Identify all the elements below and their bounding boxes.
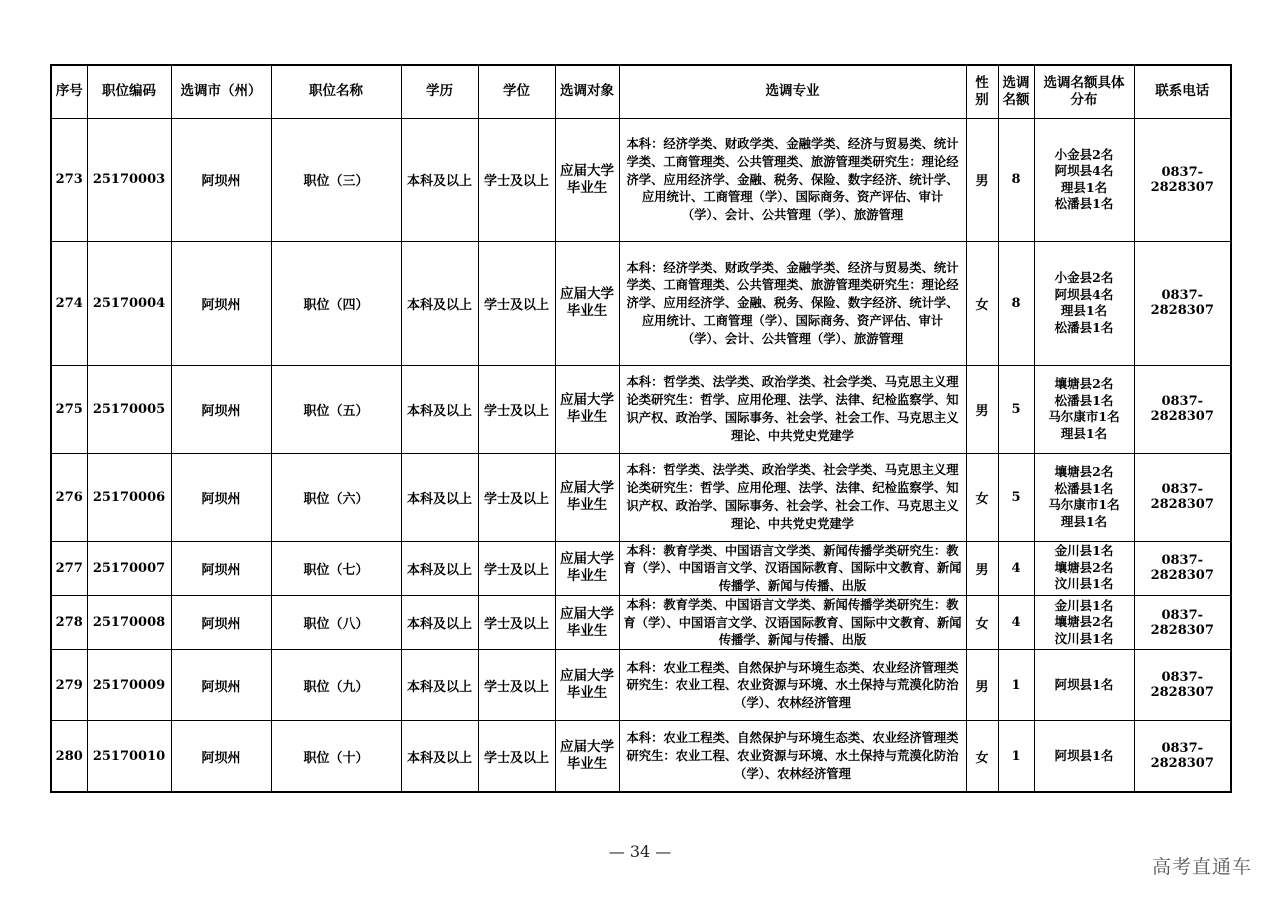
cell-phone: 0837-2828307: [1134, 241, 1231, 365]
cell-code: 25170004: [87, 241, 171, 365]
cell-code: 25170005: [87, 365, 171, 453]
cell-major: 本科：农业工程类、自然保护与环境生态类、农业经济管理类研究生：农业工程、农业资源与环境、水土保持与荒漠化防治（学）、农林经济管理: [619, 650, 966, 721]
table-row: [51, 595, 1231, 649]
distribution-item: 阿坝县1名: [1054, 747, 1114, 763]
cell-phone: 0837-2828307: [1134, 650, 1231, 721]
cell-phone: 0837-2828307: [1134, 595, 1231, 649]
cell-title: 职位（四）: [271, 241, 401, 365]
cell-quota: 1: [998, 721, 1034, 792]
cell-distribution: [1034, 118, 1134, 241]
header-target: 选调对象: [555, 65, 619, 118]
table-row: [51, 453, 1231, 541]
cell-phone: 0837-2828307: [1134, 541, 1231, 595]
distribution-item: 松潘县1名: [1054, 480, 1114, 496]
cell-major: 本科：经济学类、财政学类、金融学类、经济与贸易类、统计学类、工商管理类、公共管理类、旅游管理类研究生：理论经济学、应用经济学、金融、税务、保险、数字经济、统计学、应用统计、工商管理（学）、国际商务、资产评估、审计（学）、会计、公共管理（学）、旅游管理: [619, 241, 966, 365]
cell-target: 应届大学毕业生: [555, 241, 619, 365]
cell-phone: 0837-2828307: [1134, 721, 1231, 792]
cell-major: 本科：农业工程类、自然保护与环境生态类、农业经济管理类研究生：农业工程、农业资源与环境、水土保持与荒漠化防治（学）、农林经济管理: [619, 721, 966, 792]
cell-gender: 女: [966, 721, 998, 792]
distribution-item: 小金县2名: [1054, 146, 1114, 162]
cell-phone: 0837-2828307: [1134, 365, 1231, 453]
cell-gender: 女: [966, 595, 998, 649]
table-row: [51, 365, 1231, 453]
cell-quota: 4: [998, 595, 1034, 649]
distribution-item: 马尔康市1名: [1048, 497, 1120, 512]
distribution-item: 金川县1名: [1054, 543, 1114, 559]
cell-distribution: [1034, 650, 1134, 721]
cell-title: 职位（八）: [271, 595, 401, 649]
cell-major: 本科：教育学类、中国语言文学类、新闻传播学类研究生：教育（学）、中国语言文学、汉语国际教育、国际中文教育、新闻传播学、新闻与传播、出版: [619, 541, 966, 595]
cell-edu: 本科及以上: [401, 118, 478, 241]
cell-phone: 0837-2828307: [1134, 453, 1231, 541]
cell-title: 职位（十）: [271, 721, 401, 792]
cell-degree: 学士及以上: [478, 365, 555, 453]
distribution-item: 汶川县1名: [1054, 630, 1114, 646]
cell-code: 25170010: [87, 721, 171, 792]
cell-code: 25170008: [87, 595, 171, 649]
cell-distribution: [1034, 541, 1134, 595]
distribution-item: 壤塘县2名: [1054, 614, 1114, 630]
cell-city: 阿坝州: [171, 241, 271, 365]
cell-target: 应届大学毕业生: [555, 365, 619, 453]
cell-title: 职位（七）: [271, 541, 401, 595]
header-title: 职位名称: [271, 65, 401, 118]
cell-major: 本科：哲学类、法学类、政治学类、社会学类、马克思主义理论类研究生：哲学、应用伦理、法学、法律、纪检监察学、知识产权、政治学、国际事务、社会学、社会工作、马克思主义理论、中共党史党建学: [619, 365, 966, 453]
header-phone: 联系电话: [1134, 65, 1231, 118]
cell-major: 本科：哲学类、法学类、政治学类、社会学类、马克思主义理论类研究生：哲学、应用伦理、法学、法律、纪检监察学、知识产权、政治学、国际事务、社会学、社会工作、马克思主义理论、中共党史党建学: [619, 453, 966, 541]
table-row: [51, 721, 1231, 792]
header-seq: 序号: [51, 65, 87, 118]
cell-edu: 本科及以上: [401, 541, 478, 595]
distribution-item: 壤塘县2名: [1054, 464, 1114, 479]
cell-gender: 男: [966, 365, 998, 453]
cell-city: 阿坝州: [171, 365, 271, 453]
distribution-item: 理县1名: [1060, 513, 1108, 529]
header-city: 选调市（州）: [171, 65, 271, 118]
cell-seq: 277: [51, 541, 87, 595]
cell-gender: 男: [966, 118, 998, 241]
cell-degree: 学士及以上: [478, 118, 555, 241]
cell-city: 阿坝州: [171, 595, 271, 649]
cell-degree: 学士及以上: [478, 721, 555, 792]
table-row: [51, 241, 1231, 365]
header-edu: 学历: [401, 65, 478, 118]
header-row: [51, 65, 1231, 118]
distribution-item: 松潘县1名: [1054, 392, 1114, 408]
cell-major: 本科：经济学类、财政学类、金融学类、经济与贸易类、统计学类、工商管理类、公共管理类、旅游管理类研究生：理论经济学、应用经济学、金融、税务、保险、数字经济、统计学、应用统计、工商管理（学）、国际商务、资产评估、审计（学）、会计、公共管理（学）、旅游管理: [619, 118, 966, 241]
cell-quota: 5: [998, 453, 1034, 541]
cell-quota: 1: [998, 650, 1034, 721]
cell-target: 应届大学毕业生: [555, 453, 619, 541]
distribution-item: 汶川县1名: [1054, 576, 1114, 592]
distribution-item: 壤塘县2名: [1054, 559, 1114, 575]
cell-target: 应届大学毕业生: [555, 721, 619, 792]
cell-edu: 本科及以上: [401, 595, 478, 649]
cell-seq: 276: [51, 453, 87, 541]
watermark: 高考直通车: [1151, 856, 1252, 878]
distribution-item: 马尔康市1名: [1048, 409, 1120, 424]
cell-target: 应届大学毕业生: [555, 650, 619, 721]
distribution-item: 松潘县1名: [1054, 319, 1114, 335]
cell-degree: 学士及以上: [478, 650, 555, 721]
header-major: 选调专业: [619, 65, 966, 118]
cell-seq: 280: [51, 721, 87, 792]
cell-code: 25170009: [87, 650, 171, 721]
header-gender: 性别: [966, 65, 998, 118]
cell-city: 阿坝州: [171, 453, 271, 541]
cell-phone: 0837-2828307: [1134, 118, 1231, 241]
cell-quota: 5: [998, 365, 1034, 453]
cell-edu: 本科及以上: [401, 241, 478, 365]
header-code: 职位编码: [87, 65, 171, 118]
distribution-item: 松潘县1名: [1054, 196, 1114, 211]
cell-city: 阿坝州: [171, 118, 271, 241]
distribution-item: 阿坝县1名: [1054, 677, 1114, 693]
distribution-item: 理县1名: [1060, 303, 1108, 318]
position-table: [50, 64, 1232, 793]
distribution-item: 壤塘县2名: [1054, 376, 1114, 391]
cell-title: 职位（六）: [271, 453, 401, 541]
cell-city: 阿坝州: [171, 541, 271, 595]
cell-distribution: [1034, 365, 1134, 453]
page-number: — 34 —: [608, 842, 672, 861]
distribution-item: 金川县1名: [1054, 597, 1114, 613]
cell-degree: 学士及以上: [478, 541, 555, 595]
cell-seq: 275: [51, 365, 87, 453]
cell-distribution: [1034, 453, 1134, 541]
cell-title: 职位（三）: [271, 118, 401, 241]
table-row: [51, 541, 1231, 595]
cell-target: 应届大学毕业生: [555, 118, 619, 241]
cell-distribution: [1034, 595, 1134, 649]
cell-code: 25170003: [87, 118, 171, 241]
cell-edu: 本科及以上: [401, 721, 478, 792]
cell-code: 25170006: [87, 453, 171, 541]
distribution-item: 理县1名: [1060, 425, 1108, 441]
cell-quota: 8: [998, 241, 1034, 365]
cell-edu: 本科及以上: [401, 453, 478, 541]
cell-seq: 279: [51, 650, 87, 721]
header-degree: 学位: [478, 65, 555, 118]
table-row: [51, 118, 1231, 241]
cell-gender: 女: [966, 241, 998, 365]
cell-edu: 本科及以上: [401, 650, 478, 721]
header-quota: 选调名额: [998, 65, 1034, 118]
cell-title: 职位（五）: [271, 365, 401, 453]
cell-city: 阿坝州: [171, 650, 271, 721]
distribution-item: 理县1名: [1060, 179, 1108, 195]
cell-seq: 278: [51, 595, 87, 649]
cell-target: 应届大学毕业生: [555, 541, 619, 595]
cell-seq: 274: [51, 241, 87, 365]
distribution-item: 阿坝县4名: [1054, 286, 1114, 302]
cell-title: 职位（九）: [271, 650, 401, 721]
cell-seq: 273: [51, 118, 87, 241]
cell-gender: 女: [966, 453, 998, 541]
distribution-item: 阿坝县4名: [1054, 163, 1114, 178]
table-body: [51, 118, 1231, 792]
cell-major: 本科：教育学类、中国语言文学类、新闻传播学类研究生：教育（学）、中国语言文学、汉语国际教育、国际中文教育、新闻传播学、新闻与传播、出版: [619, 595, 966, 649]
cell-degree: 学士及以上: [478, 595, 555, 649]
cell-degree: 学士及以上: [478, 453, 555, 541]
cell-degree: 学士及以上: [478, 241, 555, 365]
cell-quota: 8: [998, 118, 1034, 241]
cell-distribution: [1034, 241, 1134, 365]
header-distribution: 选调名额具体分布: [1034, 65, 1134, 118]
cell-gender: 男: [966, 650, 998, 721]
cell-distribution: [1034, 721, 1134, 792]
cell-target: 应届大学毕业生: [555, 595, 619, 649]
cell-quota: 4: [998, 541, 1034, 595]
cell-edu: 本科及以上: [401, 365, 478, 453]
distribution-item: 小金县2名: [1054, 270, 1114, 285]
cell-gender: 男: [966, 541, 998, 595]
table-row: [51, 650, 1231, 721]
cell-code: 25170007: [87, 541, 171, 595]
cell-city: 阿坝州: [171, 721, 271, 792]
